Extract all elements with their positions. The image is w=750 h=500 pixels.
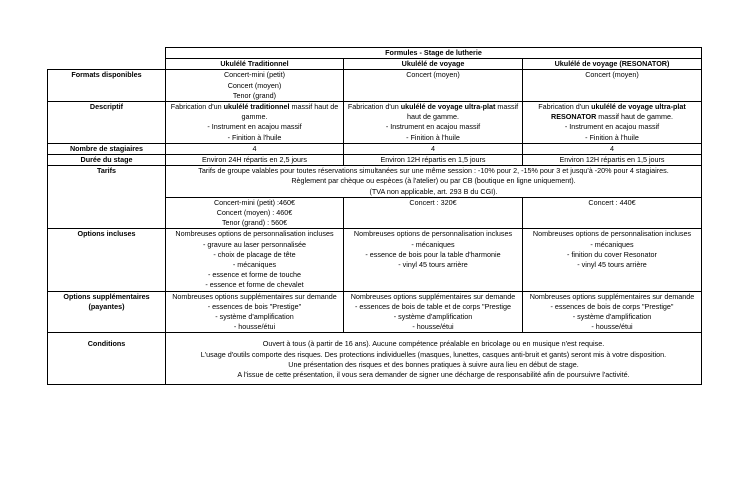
list-item: - système d'amplification [215,312,294,322]
row-label-line: (payantes) [88,301,125,311]
description-post: massif haut de gamme. [241,102,339,122]
row-label-line: Options supplémentaires [63,291,150,301]
cell-incluses-resonator [523,229,702,291]
blank-corner-2 [48,59,166,70]
list-item: - Instrument en acajou massif [564,122,660,132]
list-item: Concert (moyen) [585,70,639,80]
row-label-duree: Durée du stage [48,155,166,166]
cell-incluses-traditionnel [166,229,344,291]
description-pre: Fabrication d'un [170,102,224,112]
description-pre: Fabrication d'un [538,102,592,112]
row-label-formats: Formats disponibles [48,70,166,102]
condition-line: Une présentation des risques et des bonnes pratiques à suivre aura lieu en début de stage. [288,359,579,369]
list-item: - vinyl 45 tours arrière [577,260,647,270]
list-item: - essence et forme de chevalet [205,280,304,290]
note-line: Tarifs de groupe valables pour toutes réservations simultanées sur une même session : -10% pour 2, -15% pour 3 et jusqu'à -20% pour 4 stagiaires. [198,166,669,176]
cell-descriptif-traditionnel [166,102,344,144]
description-bold: ukulélé traditionnel [223,102,290,112]
description-post: massif haut de gamme. [596,112,673,122]
description-text [167,102,342,122]
cell-tarifs-voyage [344,197,523,229]
price-line: Concert-mini (petit) :460€ [213,197,296,207]
row-label-options-incluses: Options incluses [48,229,166,291]
description-text [345,102,521,122]
list-item: Nombreuses options de personnalisation incluses [532,229,692,239]
list-item: - essences de bois "Prestige" [207,301,302,311]
list-item: Concert (moyen) [406,70,460,80]
formules-table [47,47,702,385]
cell-descriptif-voyage [344,102,523,144]
cell-descriptif-resonator [523,102,702,144]
list-item: - essences de bois de table et de corps "Prestige [355,301,511,311]
row-label-stagiaires: Nombre de stagiaires [48,143,166,154]
list-item: - mécaniques [590,239,634,249]
cell-duree-traditionnel: Environ 24H répartis en 2,5 jours [166,155,344,166]
list-item: - Instrument en acajou massif [385,122,481,132]
cell-stagiaires-resonator: 4 [523,143,702,154]
cell-stagiaires-traditionnel: 4 [166,143,344,154]
row-label-descriptif: Descriptif [48,102,166,144]
cell-stagiaires-voyage: 4 [344,143,523,154]
list-item: - housse/étui [233,322,276,332]
list-item: - choix de placage de tête [213,249,296,259]
list-item: Nombreuses options de personnalisation incluses [353,229,513,239]
cell-conditions [166,333,702,385]
list-item: Nombreuses options supplémentaires sur demande [172,291,337,301]
description-bold: ukulélé de voyage ultra-plat RESONATOR [551,102,686,122]
price-line: Tenor (grand) : 560€ [221,218,288,228]
list-item: Concert-mini (petit) [223,70,286,80]
list-item: Nombreuses options de personnalisation incluses [175,229,334,239]
cell-formats-traditionnel [166,70,344,102]
list-item: - gravure au laser personnalisée [202,239,307,249]
list-item: - Finition à l'huile [406,132,460,142]
list-item: - mécaniques [411,239,455,249]
price-line: Concert (moyen) : 460€ [216,208,293,218]
list-item: - système d'amplification [393,312,473,322]
description-text [524,102,700,122]
description-pre: Fabrication d'un [347,102,401,112]
list-item: - essence et forme de touche [207,270,302,280]
list-item: Concert (moyen) [227,80,282,90]
condition-line: Ouvert à tous (à partir de 16 ans). Aucune compétence préalable en bricolage ou en musique n'est requise. [262,339,605,349]
list-item: - vinyl 45 tours arrière [398,260,468,270]
note-line: (TVA non applicable, art. 293 B du CGI). [369,186,498,196]
table-title: Formules - Stage de lutherie [166,48,702,59]
list-item: - housse/étui [412,322,454,332]
list-item: - Finition à l'huile [227,132,282,142]
cell-duree-resonator: Environ 12H répartis en 1,5 jours [523,155,702,166]
cell-tarifs-note [166,166,702,198]
list-item: Nombreuses options supplémentaires sur demande [350,291,516,301]
list-item: - essence de bois pour la table d'harmonie [365,249,501,259]
condition-line: A l'issue de cette présentation, il vous sera demander de signer une décharge de responsabilité afin de poursuivre l'activité. [237,370,630,380]
cell-supplementaires-resonator [523,291,702,333]
list-item: Nombreuses options supplémentaires sur demande [529,291,695,301]
list-item: - housse/étui [591,322,633,332]
column-header-resonator: Ukulélé de voyage (RESONATOR) [523,59,702,70]
blank-corner [48,48,166,59]
price-line: Concert : 320€ [409,197,457,207]
row-label-tarifs: Tarifs [48,166,166,229]
cell-duree-voyage: Environ 12H répartis en 1,5 jours [344,155,523,166]
column-header-voyage: Ukulélé de voyage [344,59,523,70]
cell-supplementaires-voyage [344,291,523,333]
row-label-options-supplementaires [48,291,166,333]
list-item: - finition du cover Resonator [567,249,657,259]
price-line: Concert : 440€ [588,197,636,207]
description-bold: ukulélé de voyage ultra-plat [400,102,496,112]
list-item: - Instrument en acajou massif [207,122,302,132]
list-item: - essences de bois de corps "Prestige" [550,301,674,311]
list-item: - Finition à l'huile [585,132,639,142]
list-item: - système d'amplification [572,312,652,322]
cell-tarifs-traditionnel [166,197,344,229]
condition-line: L'usage d'outils comporte des risques. Des protections individuelles (masques, lunettes, casques anti-bruit et gants) seront mis à votre disposition. [200,349,667,359]
list-item: - mécaniques [232,260,277,270]
cell-formats-voyage [344,70,523,102]
cell-supplementaires-traditionnel [166,291,344,333]
cell-incluses-voyage [344,229,523,291]
column-header-traditionnel: Ukulélé Traditionnel [166,59,344,70]
cell-formats-resonator [523,70,702,102]
description-post: massif haut de gamme. [407,102,519,122]
cell-tarifs-resonator [523,197,702,229]
list-item: Tenor (grand) [232,90,277,100]
note-line: Règlement par chèque ou espèces (à l'atelier) ou par CB (boutique en ligne uniquement). [291,176,576,186]
row-label-conditions: Conditions [48,333,166,385]
